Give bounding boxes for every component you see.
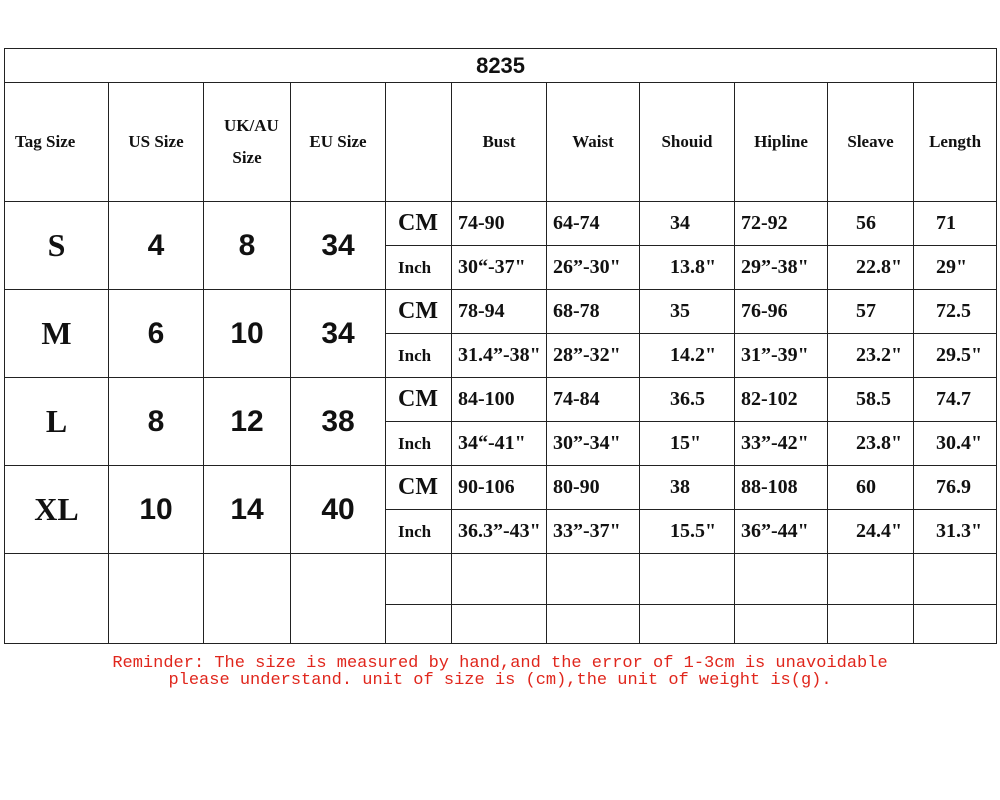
hipline-inch: 29”-38" <box>735 246 828 290</box>
hipline-cm: 76-96 <box>735 290 828 334</box>
waist-inch: 33”-37" <box>547 510 640 554</box>
unit-cm-label: CM <box>386 466 452 510</box>
header-length: Length <box>914 83 997 202</box>
empty-cell <box>914 554 997 605</box>
length-inch: 29.5" <box>914 334 997 378</box>
shoulder-cm: 34 <box>640 202 735 246</box>
uk-size-cell: 12 <box>204 378 291 466</box>
header-eu-size: EU Size <box>291 83 386 202</box>
bust-inch: 30“-37" <box>452 246 547 290</box>
length-cm: 71 <box>914 202 997 246</box>
header-sleeve: Sleave <box>828 83 914 202</box>
shoulder-inch: 14.2" <box>640 334 735 378</box>
empty-cell <box>828 554 914 605</box>
header-unit <box>386 83 452 202</box>
sleeve-inch: 22.8" <box>828 246 914 290</box>
us-size-cell: 4 <box>109 202 204 290</box>
bust-inch: 34“-41" <box>452 422 547 466</box>
hipline-cm: 72-92 <box>735 202 828 246</box>
header-row <box>5 83 997 202</box>
empty-cell <box>5 554 109 644</box>
us-size-cell: 6 <box>109 290 204 378</box>
sleeve-cm: 60 <box>828 466 914 510</box>
size-row-l-cm <box>5 378 997 422</box>
bust-inch: 31.4”-38" <box>452 334 547 378</box>
bust-cm: 90-106 <box>452 466 547 510</box>
shoulder-cm: 35 <box>640 290 735 334</box>
shoulder-cm: 36.5 <box>640 378 735 422</box>
shoulder-inch: 15" <box>640 422 735 466</box>
hipline-inch: 33”-42" <box>735 422 828 466</box>
length-cm: 74.7 <box>914 378 997 422</box>
empty-cell <box>204 554 291 644</box>
unit-inch-label: Inch <box>386 422 452 466</box>
hipline-cm: 88-108 <box>735 466 828 510</box>
sleeve-cm: 58.5 <box>828 378 914 422</box>
reminder-line-1: Reminder: The size is measured by hand,and the error of 1-3cm is unavoidable <box>112 654 888 673</box>
size-row-s-cm <box>5 202 997 246</box>
waist-inch: 28”-32" <box>547 334 640 378</box>
header-hipline: Hipline <box>735 83 828 202</box>
sleeve-inch: 23.2" <box>828 334 914 378</box>
unit-inch-label: Inch <box>386 510 452 554</box>
reminder-note <box>0 655 1000 689</box>
uk-size-cell: 8 <box>204 202 291 290</box>
size-row-m-cm <box>5 290 997 334</box>
hipline-inch: 31”-39" <box>735 334 828 378</box>
sleeve-inch: 23.8" <box>828 422 914 466</box>
length-inch: 31.3" <box>914 510 997 554</box>
waist-cm: 64-74 <box>547 202 640 246</box>
header-bust: Bust <box>452 83 547 202</box>
length-inch: 30.4" <box>914 422 997 466</box>
header-us-size: US Size <box>109 83 204 202</box>
header-tag-size: Tag Size <box>5 83 109 202</box>
header-waist: Waist <box>547 83 640 202</box>
empty-cell <box>547 605 640 644</box>
title-row <box>5 49 997 83</box>
tag-size-cell: S <box>5 202 109 290</box>
empty-cell <box>452 554 547 605</box>
hipline-cm: 82-102 <box>735 378 828 422</box>
header-uk-size: UK/AU Size <box>204 83 291 202</box>
empty-row <box>5 554 997 605</box>
unit-cm-label: CM <box>386 378 452 422</box>
length-cm: 76.9 <box>914 466 997 510</box>
tag-size-cell: L <box>5 378 109 466</box>
header-shoulder: Shouid <box>640 83 735 202</box>
uk-size-cell: 14 <box>204 466 291 554</box>
empty-cell <box>109 554 204 644</box>
product-code: 8235 <box>5 49 997 83</box>
shoulder-inch: 13.8" <box>640 246 735 290</box>
bust-cm: 78-94 <box>452 290 547 334</box>
waist-inch: 26”-30" <box>547 246 640 290</box>
uk-size-cell: 10 <box>204 290 291 378</box>
length-cm: 72.5 <box>914 290 997 334</box>
bust-cm: 74-90 <box>452 202 547 246</box>
size-chart-table <box>4 48 997 644</box>
unit-inch-label: Inch <box>386 246 452 290</box>
empty-cell <box>640 554 735 605</box>
waist-cm: 68-78 <box>547 290 640 334</box>
eu-size-cell: 38 <box>291 378 386 466</box>
bust-inch: 36.3”-43" <box>452 510 547 554</box>
tag-size-cell: XL <box>5 466 109 554</box>
shoulder-inch: 15.5" <box>640 510 735 554</box>
reminder-line-2: please understand. unit of size is (cm),the unit of weight is(g). <box>168 671 832 690</box>
shoulder-cm: 38 <box>640 466 735 510</box>
empty-cell <box>547 554 640 605</box>
eu-size-cell: 34 <box>291 290 386 378</box>
eu-size-cell: 34 <box>291 202 386 290</box>
empty-cell <box>386 554 452 605</box>
waist-cm: 80-90 <box>547 466 640 510</box>
empty-cell <box>828 605 914 644</box>
empty-cell <box>452 605 547 644</box>
unit-cm-label: CM <box>386 202 452 246</box>
eu-size-cell: 40 <box>291 466 386 554</box>
empty-cell <box>386 605 452 644</box>
hipline-inch: 36”-44" <box>735 510 828 554</box>
waist-inch: 30”-34" <box>547 422 640 466</box>
empty-cell <box>914 605 997 644</box>
tag-size-cell: M <box>5 290 109 378</box>
unit-cm-label: CM <box>386 290 452 334</box>
empty-cell <box>640 605 735 644</box>
sleeve-cm: 57 <box>828 290 914 334</box>
sleeve-cm: 56 <box>828 202 914 246</box>
empty-cell <box>735 605 828 644</box>
length-inch: 29" <box>914 246 997 290</box>
sleeve-inch: 24.4" <box>828 510 914 554</box>
bust-cm: 84-100 <box>452 378 547 422</box>
us-size-cell: 8 <box>109 378 204 466</box>
empty-cell <box>735 554 828 605</box>
size-row-xl-cm <box>5 466 997 510</box>
unit-inch-label: Inch <box>386 334 452 378</box>
us-size-cell: 10 <box>109 466 204 554</box>
waist-cm: 74-84 <box>547 378 640 422</box>
empty-cell <box>291 554 386 644</box>
